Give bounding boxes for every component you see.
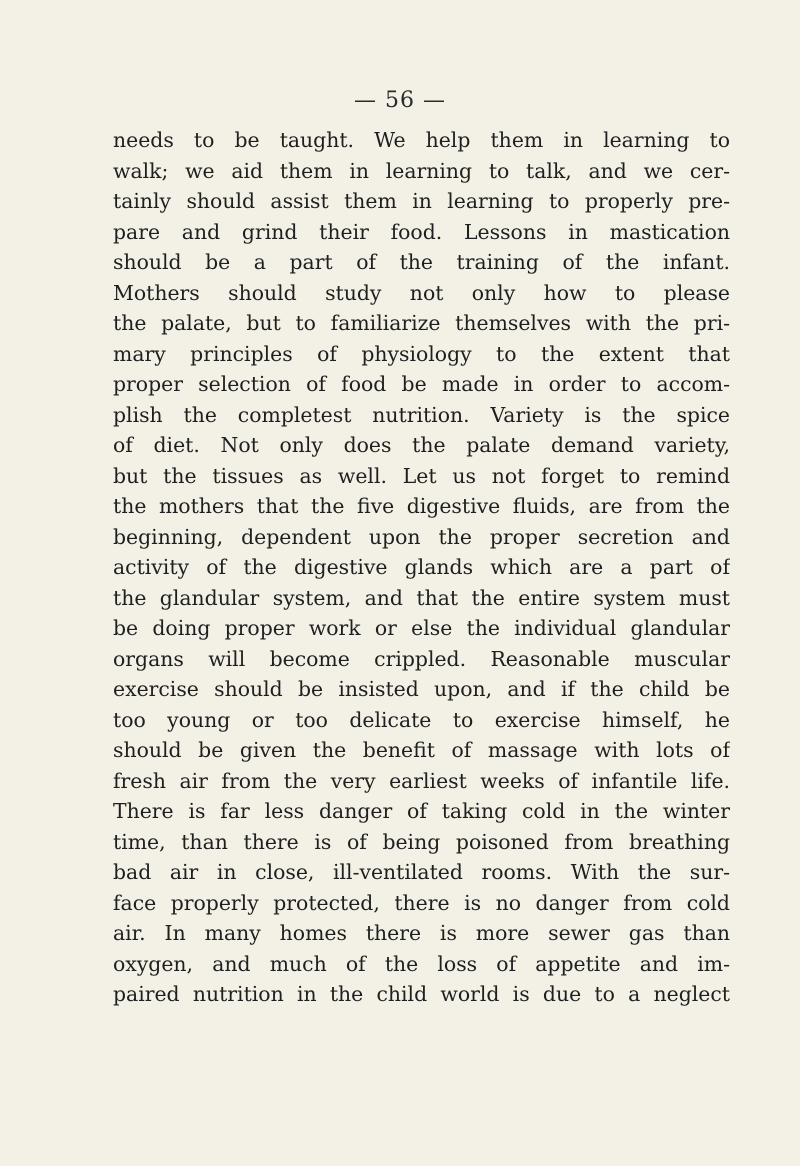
text-line: paired nutrition in the child world is due to a neglect <box>113 982 730 1006</box>
text-line: be doing proper work or else the individual glandular <box>113 616 730 640</box>
text-line: needs to be taught. We help them in learning to <box>113 128 730 152</box>
text-line: fresh air from the very earliest weeks of infantile life. <box>113 768 730 793</box>
text-line: oxygen, and much of the loss of appetite and im- <box>113 951 730 976</box>
text-line: plish the completest nutrition. Variety is the spice <box>113 402 730 427</box>
text-line: activity of the digestive glands which are a part of <box>113 555 730 579</box>
text-line: the glandular system, and that the entire system must <box>113 585 730 610</box>
text-line: walk; we aid them in learning to talk, and we cer- <box>113 158 730 183</box>
text-line: should be given the benefit of massage with lots of <box>113 738 730 762</box>
text-line: of diet. Not only does the palate demand variety, <box>113 433 730 457</box>
text-line: organs will become crippled. Reasonable muscular <box>113 646 730 671</box>
text-line: but the tissues as well. Let us not forget to remind <box>113 463 730 488</box>
text-line: Mothers should study not only how to please <box>113 280 730 305</box>
text-line: exercise should be insisted upon, and if the child be <box>113 677 730 701</box>
text-line: There is far less danger of taking cold in the winter <box>113 799 730 823</box>
text-line: pare and grind their food. Lessons in mastication <box>113 219 730 244</box>
text-line: mary principles of physiology to the extent that <box>113 341 730 366</box>
text-line: time, than there is of being poisoned from breathing <box>113 829 730 854</box>
text-line: the mothers that the five digestive fluids, are from the <box>113 494 730 518</box>
text-line: beginning, dependent upon the proper secretion and <box>113 524 730 549</box>
text-line: proper selection of food be made in order to accom- <box>113 372 730 396</box>
text-line: bad air in close, ill-ventilated rooms. With the sur- <box>113 860 730 884</box>
text-line: the palate, but to familiarize themselves with the pri- <box>113 311 730 335</box>
text-line: face properly protected, there is no danger from cold <box>113 890 730 915</box>
text-line: tainly should assist them in learning to properly pre- <box>113 189 730 213</box>
text-line: should be a part of the training of the infant. <box>113 250 730 274</box>
text-line: air. In many homes there is more sewer gas than <box>113 921 730 945</box>
page-number: — 56 — <box>354 88 446 113</box>
text-line: too young or too delicate to exercise himself, he <box>113 707 730 732</box>
body-text <box>113 125 730 1010</box>
